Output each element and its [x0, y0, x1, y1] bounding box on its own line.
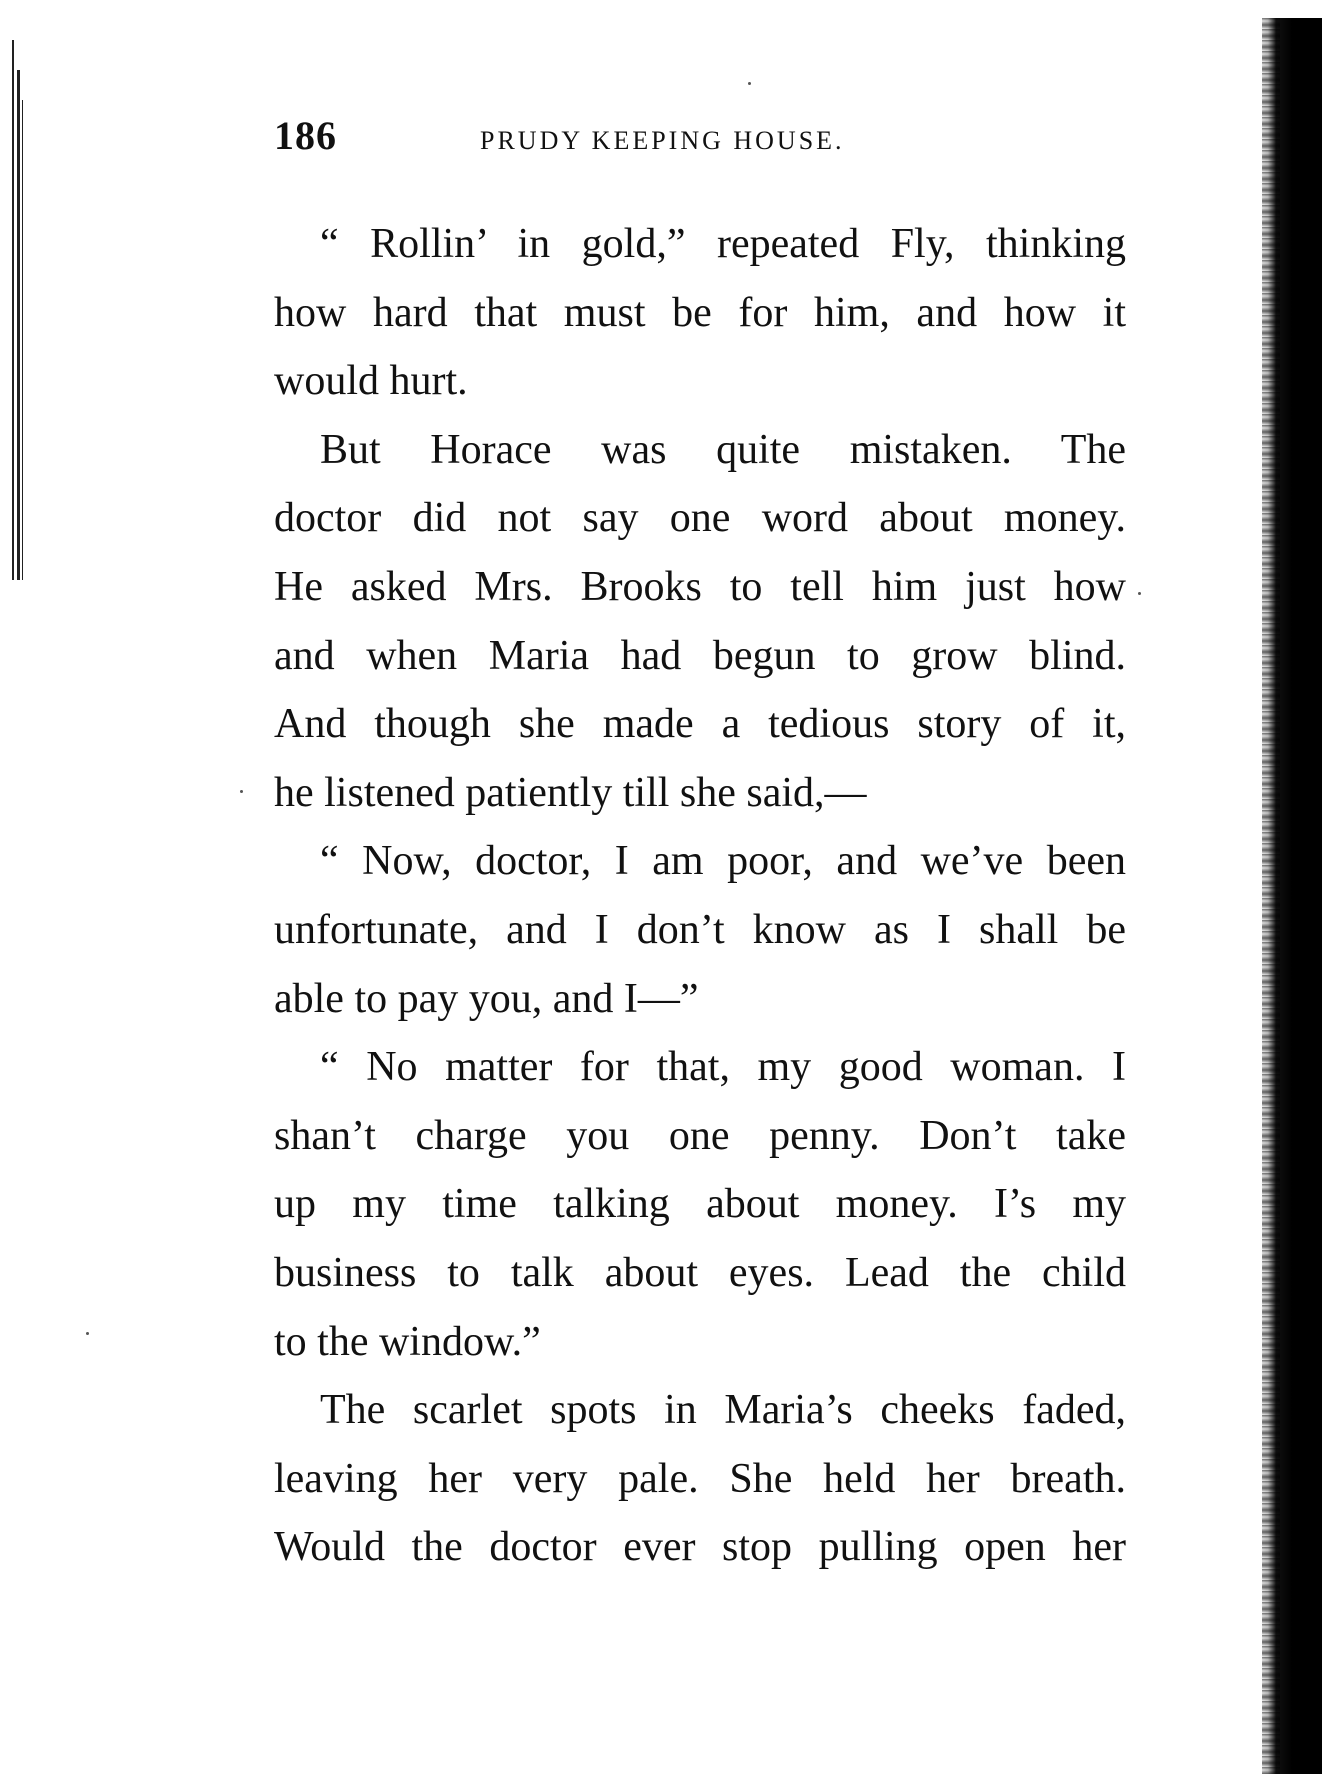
paragraph [274, 827, 1126, 1033]
scan-speck [748, 82, 751, 85]
paragraph [274, 416, 1126, 828]
text-line: able to pay you, and I—” [274, 975, 699, 1022]
paragraph [274, 1033, 1126, 1376]
text-line: leaving her very pale. She held her breath. [274, 1455, 1126, 1502]
text-line: doctor did not say one word about money. [274, 495, 1126, 542]
scan-speck [86, 1332, 89, 1335]
text-line: “ Rollin’ in gold,” repeated Fly, thinking [320, 221, 1126, 267]
text-line: But Horace was quite mistaken. The [320, 426, 1126, 473]
text-line: up my time talking about money. I’s my [274, 1181, 1126, 1228]
text-line: “ No matter for that, my good woman. I [320, 1044, 1126, 1091]
text-line: And though she made a tedious story of it, [274, 701, 1126, 748]
scan-speck [240, 790, 243, 793]
scan-left-edge [12, 40, 26, 580]
text-line: “ Now, doctor, I am poor, and we’ve been [320, 838, 1126, 885]
scan-speck [1138, 592, 1141, 595]
scan-right-edge [1262, 18, 1322, 1774]
running-head [274, 112, 1134, 172]
text-line: and when Maria had begun to grow blind. [274, 632, 1126, 679]
text-line: business to talk about eyes. Lead the child [274, 1249, 1126, 1296]
text-line: Would the doctor ever stop pulling open her [274, 1524, 1126, 1571]
page-number: 186 [274, 113, 337, 158]
text-line: The scarlet spots in Maria’s cheeks faded, [320, 1387, 1126, 1434]
paragraph [274, 1376, 1126, 1582]
text-line: would hurt. [274, 358, 468, 405]
running-title: PRUDY KEEPING HOUSE. [480, 126, 845, 155]
scan-edge-speckle [1262, 18, 1280, 1774]
text-line: He asked Mrs. Brooks to tell him just how [274, 563, 1126, 610]
paragraph [274, 210, 1126, 416]
body-text [274, 210, 1126, 1582]
text-line: how hard that must be for him, and how it [274, 289, 1126, 336]
text-line: shan’t charge you one penny. Don’t take [274, 1112, 1126, 1159]
text-line: he listened patiently till she said,— [274, 769, 867, 816]
text-line: to the window.” [274, 1318, 541, 1365]
text-line: unfortunate, and I don’t know as I shall be [274, 906, 1126, 953]
